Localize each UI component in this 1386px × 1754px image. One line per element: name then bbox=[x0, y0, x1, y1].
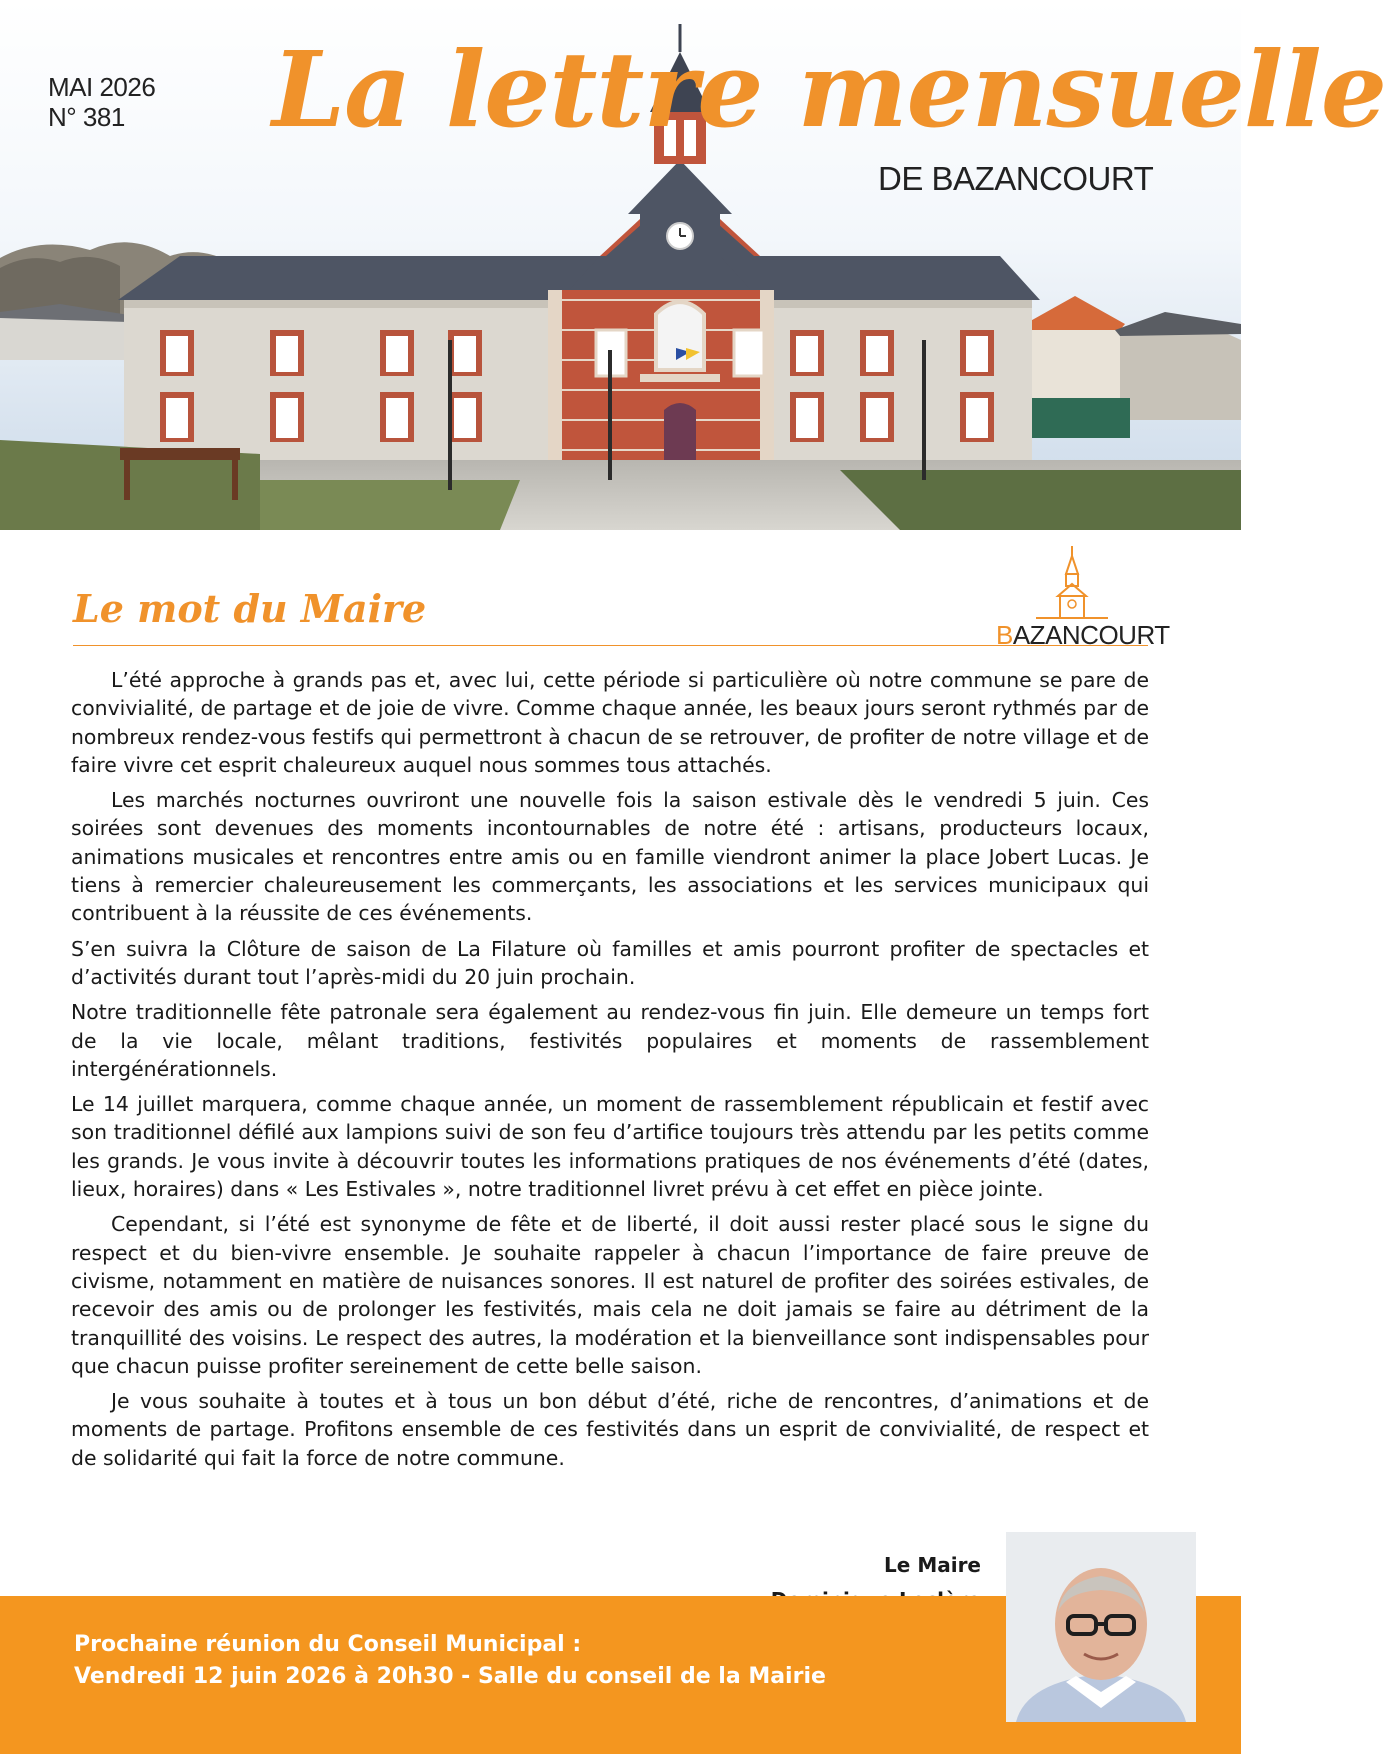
mayor-photo bbox=[1006, 1532, 1196, 1722]
logo-rest: AZANCOURT bbox=[1012, 620, 1170, 650]
town-hall-tower-icon bbox=[996, 544, 1148, 624]
signature-role: Le Maire bbox=[884, 1553, 981, 1577]
footer-line-2: Vendredi 12 juin 2026 à 20h30 - Salle du conseil de la Mairie bbox=[74, 1664, 826, 1689]
logo-initial: B bbox=[996, 620, 1013, 650]
issue-info bbox=[48, 72, 155, 132]
section-title: Le mot du Maire bbox=[73, 586, 427, 631]
paragraph: Notre traditionnelle fête patronale sera également au rendez-vous fin juin. Elle demeure un temps fort de la vie locale, mêlant traditions, festivités populaires et moments de rassemblement intergénérationnels. bbox=[71, 1000, 1149, 1081]
paragraph: Cependant, si l’été est synonyme de fête et de liberté, il doit aussi rester placé sous le signe du respect et du bien-vivre ensemble. Je souhaite rappeler à chacun l’importance de faire preuve de civisme, notamment en matière de nuisances sonores. Il est naturel de profiter des soirées estivales, de recevoir des amis ou de prolonger les festivités, mais cela ne doit jamais se faire au détriment de la tranquillité des voisins. Le respect des autres, la modération et la bienveillance sont indispensables pour que chacun puisse profiter sereinement de cette belle saison. bbox=[71, 1212, 1149, 1378]
paragraph: L’été approche à grands pas et, avec lui, cette période si particulière où notre commune se pare de convivialité, de partage et de joie de vivre. Comme chaque année, les beaux jours seront rythmés par de nombreux rendez-vous festifs qui permettront à chacun de se retrouver, de profiter de notre village et de faire vivre cet esprit chaleureux auquel nous sommes tous attachés. bbox=[71, 668, 1149, 777]
mayor-letter-body bbox=[71, 666, 1149, 1479]
logo-wordmark bbox=[996, 620, 1170, 651]
issue-date: MAI 2026 bbox=[48, 72, 156, 102]
footer-line-1: Prochaine réunion du Conseil Municipal : bbox=[74, 1632, 582, 1657]
newsletter-title: La lettre mensuelle bbox=[272, 28, 1386, 151]
issue-number: N° 381 bbox=[48, 102, 125, 132]
bazancourt-logo bbox=[996, 544, 1170, 650]
mayor-portrait bbox=[1006, 1532, 1196, 1722]
header bbox=[0, 0, 1386, 530]
paragraph: Je vous souhaite à toutes et à tous un bon début d’été, riche de rencontres, d’animations et de moments de partage. Profitons ensemble de ces festivités dans un esprit de convivialité, de respect et de solidarité qui fait la force de notre commune. bbox=[71, 1389, 1149, 1470]
paragraph: S’en suivra la Clôture de saison de La Filature où familles et amis pourront profiter de spectacles et d’activités durant tout l’après-midi du 20 juin prochain. bbox=[71, 936, 1149, 989]
newsletter-subtitle: DE BAZANCOURT bbox=[878, 160, 1154, 197]
council-meeting-notice bbox=[74, 1629, 826, 1693]
section-divider bbox=[73, 645, 1148, 646]
paragraph: Le 14 juillet marquera, comme chaque année, un moment de rassemblement républicain et festif avec son traditionnel défilé aux lampions suivi de son feu d’artifice toujours très attendu par les petits comme les grands. Je vous invite à découvrir toutes les informations pratiques de nos événements d’été (dates, lieux, horaires) dans « Les Estivales », notre traditionnel livret prévu à cet effet en pièce jointe. bbox=[71, 1092, 1149, 1202]
paragraph: Les marchés nocturnes ouvriront une nouvelle fois la saison estivale dès le vendredi 5 juin. Ces soirées sont devenues des moments incontournables de notre été : artisans, producteurs locaux, animations musicales et rencontres entre amis ou en famille viendront animer la place Jobert Lucas. Je tiens à remercier chaleureusement les commerçants, les associations et les services municipaux qui contribuent à la réussite de ces événements. bbox=[71, 788, 1149, 926]
